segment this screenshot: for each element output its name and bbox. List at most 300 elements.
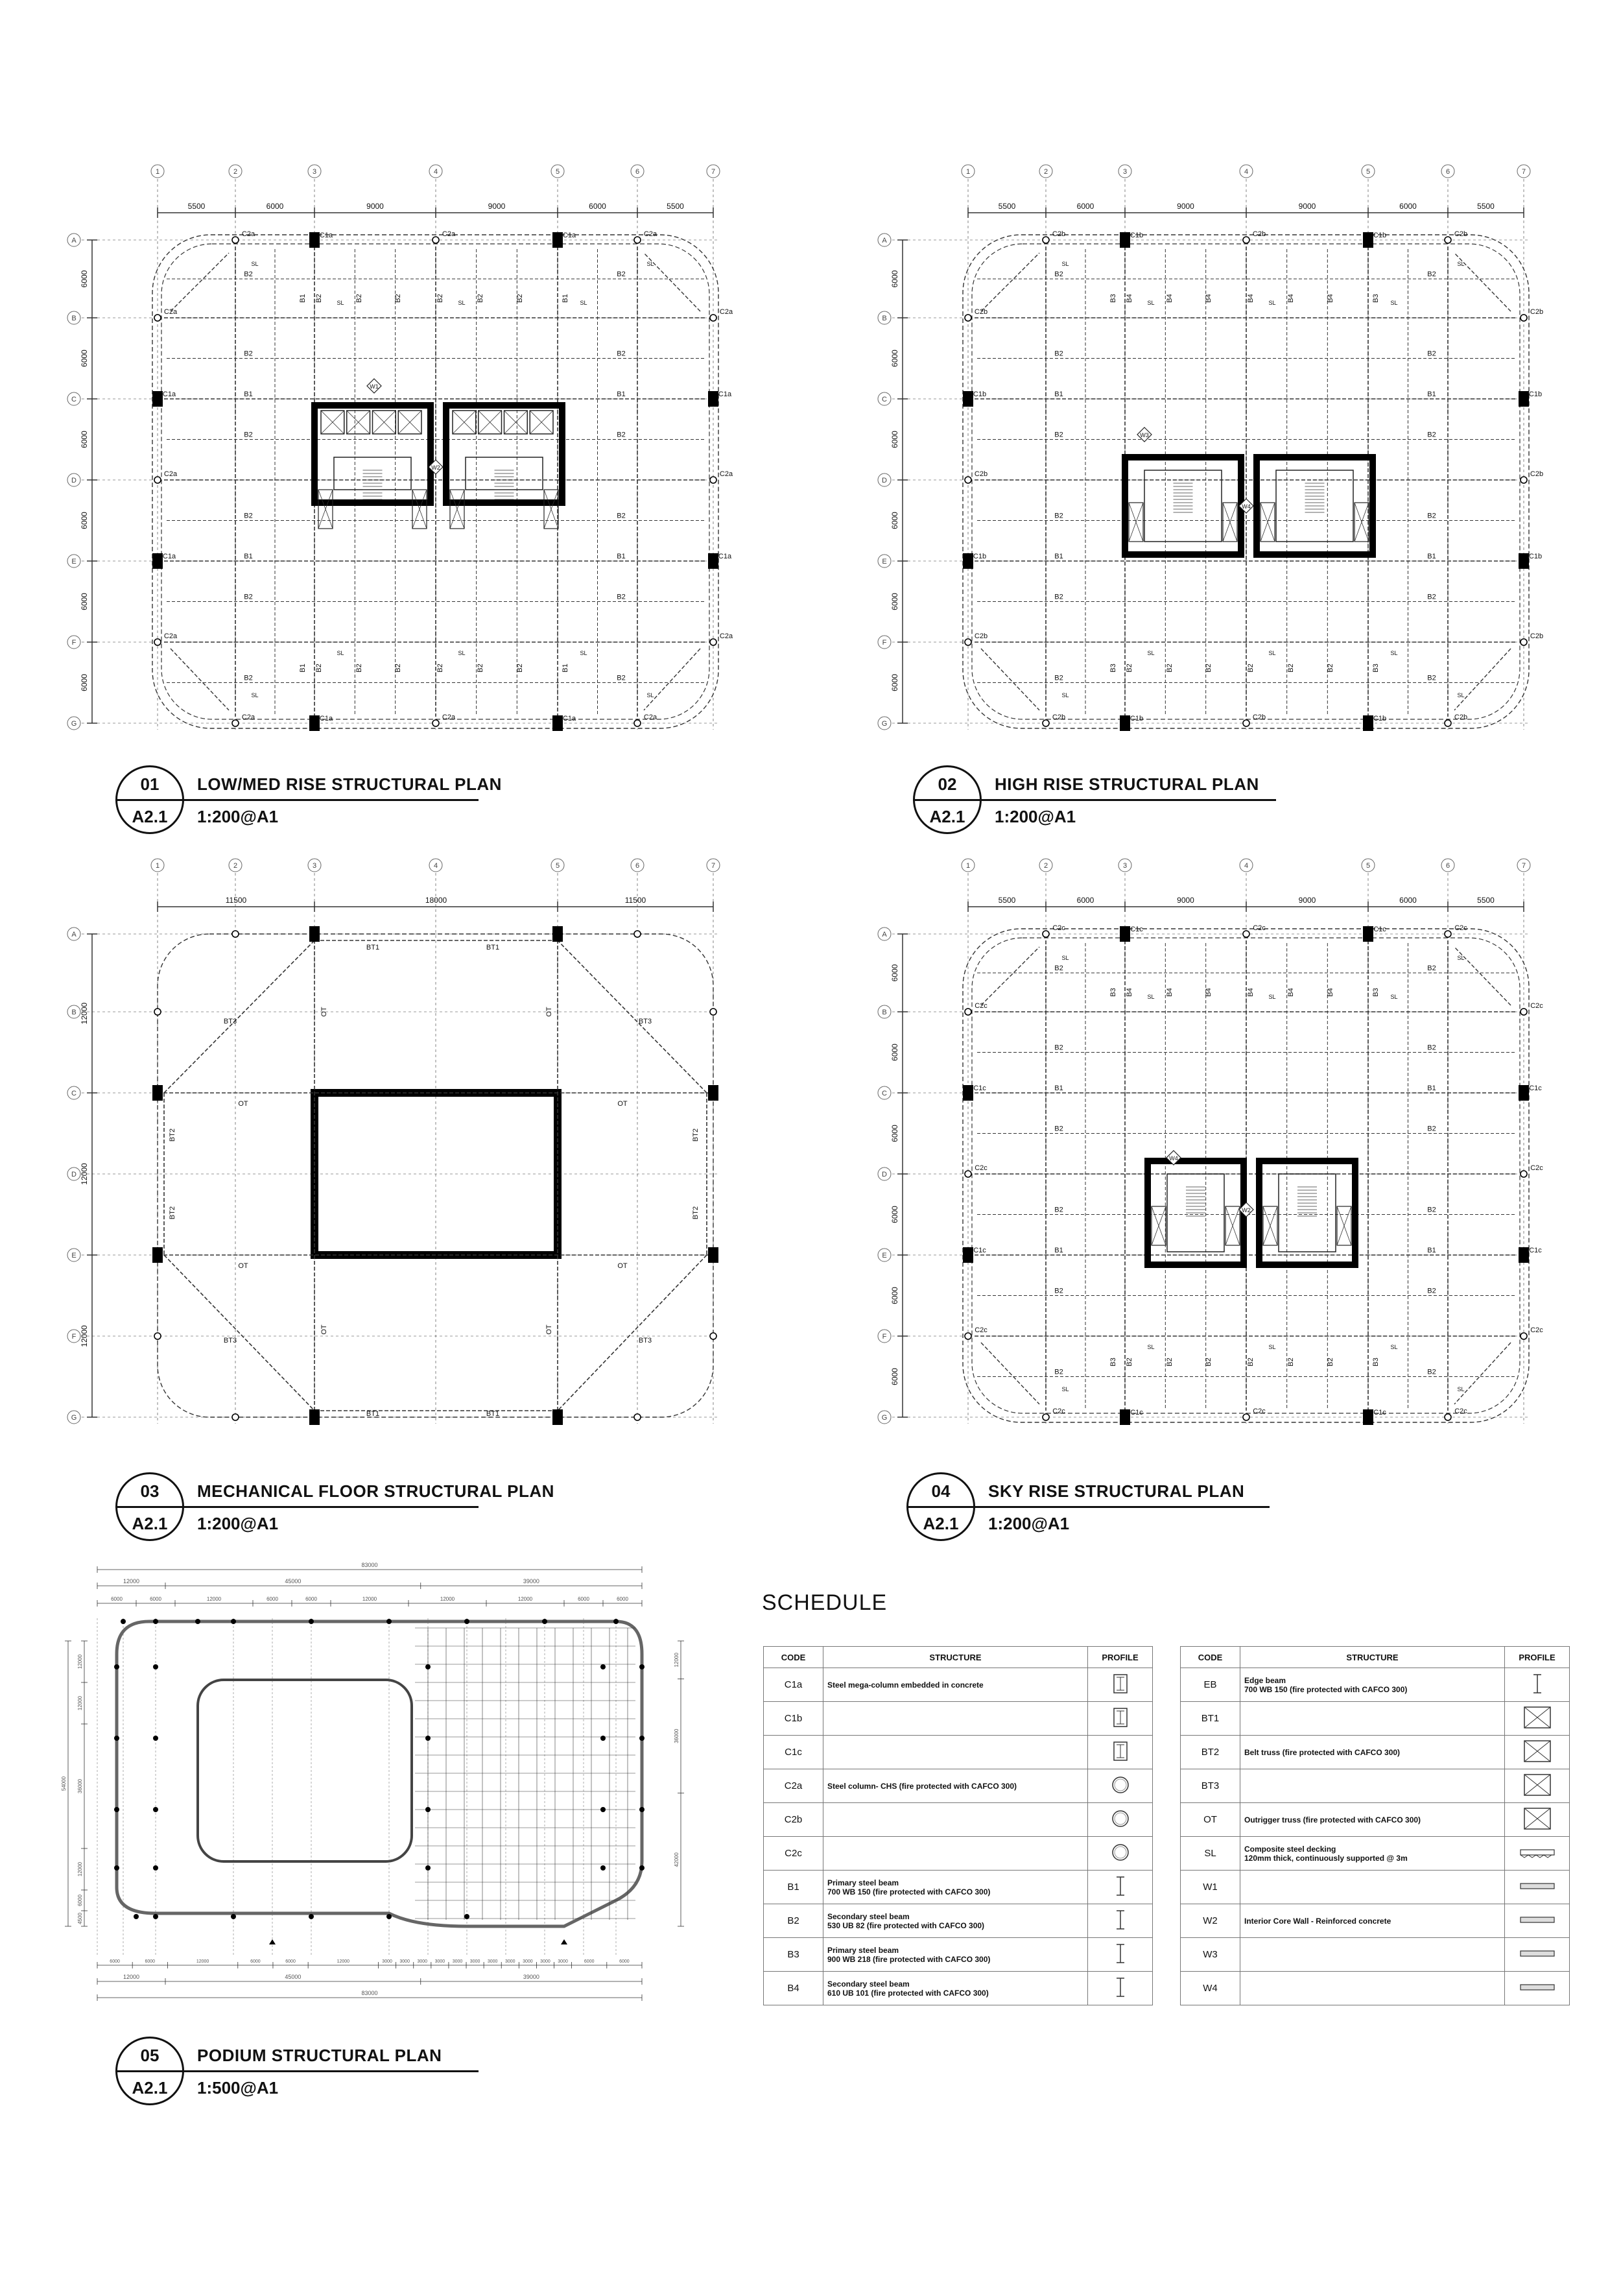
dimension-text: 6000	[890, 1125, 899, 1142]
dimension-text: 11500	[624, 896, 646, 905]
beam-label: B3	[1372, 1357, 1380, 1367]
schedule-code: C2a	[764, 1769, 823, 1803]
grid-bubble-label: 5	[1366, 168, 1371, 176]
beam-label: B2	[1427, 1368, 1436, 1376]
slab-label: SL	[1457, 692, 1465, 699]
belt-truss	[558, 1255, 707, 1411]
grid-bubble-label: D	[882, 1171, 887, 1178]
grid-bubble-label: B	[71, 315, 77, 322]
podium-column	[542, 1619, 547, 1624]
schedule-profile	[1505, 1837, 1570, 1871]
dimension-text: 6000	[1076, 896, 1094, 905]
truss-label: BT3	[223, 1018, 237, 1025]
grid-bubble-label: C	[71, 396, 77, 403]
beam-label: B3	[1372, 294, 1380, 303]
mega-column	[1363, 1409, 1373, 1425]
grid-bubble-label: C	[882, 1090, 887, 1097]
column-label: C1a	[718, 390, 732, 398]
schedule-row	[1181, 1702, 1570, 1736]
beam-label: B2	[1054, 1287, 1063, 1295]
beam-label: B2	[244, 593, 253, 601]
caption-number: 02	[938, 774, 957, 794]
beam-label: B2	[1427, 593, 1436, 601]
truss-label: BT3	[223, 1337, 237, 1345]
slab-label: SL	[1268, 994, 1276, 1000]
column-label: C2b	[974, 308, 988, 316]
column-label: C1a	[562, 232, 576, 239]
beam-label: B1	[1427, 1084, 1436, 1092]
beam-label: B4	[1126, 988, 1133, 997]
dimension-text: 6000	[266, 1596, 278, 1602]
beam-label: B3	[1372, 988, 1380, 997]
dimension-text: 3000	[523, 1959, 533, 1964]
beam-label: B2	[1054, 1125, 1063, 1133]
truss-label: BT3	[638, 1337, 652, 1345]
chs-column	[154, 315, 161, 321]
chs-column	[1445, 720, 1451, 726]
mega-column	[552, 232, 563, 248]
beam-label: B1	[617, 390, 626, 398]
chs-column	[1043, 237, 1049, 243]
column-label: C2a	[241, 230, 255, 238]
mega-column	[309, 232, 320, 248]
wall-marker-label: W1	[370, 383, 379, 390]
column-label: C2b	[1052, 713, 1066, 721]
grid-bubble-label: D	[882, 477, 887, 484]
plan-04-drawing	[869, 850, 1576, 1453]
chs-column	[154, 1333, 161, 1339]
mega-column	[708, 391, 718, 407]
schedule-profile	[1088, 1736, 1153, 1769]
podium-column	[464, 1619, 469, 1624]
grid-bubble-label: 7	[711, 168, 716, 176]
caption-plan-01	[115, 765, 502, 837]
dimension-text: 42000	[674, 1852, 680, 1867]
mega-column	[1363, 926, 1373, 942]
column-label: C2c	[975, 1164, 988, 1172]
dimension-text: 6000	[285, 1959, 296, 1964]
grid-bubble-label: G	[71, 1414, 77, 1422]
column-label: C2b	[1052, 230, 1066, 238]
schedule-profile	[1505, 1972, 1570, 2005]
dimension-text: 6000	[110, 1959, 120, 1964]
beam-label: B1	[299, 294, 307, 303]
chs-column	[1243, 931, 1249, 937]
podium-column	[639, 1807, 645, 1812]
sl-profile-icon	[1518, 1838, 1557, 1867]
caption-sheet: A2.1	[132, 2078, 168, 2098]
schedule-row	[764, 1668, 1153, 1702]
schedule-profile	[1088, 1702, 1153, 1736]
beam-label: B3	[1109, 1357, 1117, 1367]
schedule-code: BT3	[1181, 1769, 1240, 1803]
caption-number: 03	[140, 1481, 160, 1501]
schedule-row	[764, 1904, 1153, 1938]
slab-label: SL	[1147, 650, 1155, 656]
dimension-text: 6000	[584, 1959, 595, 1964]
beam-label: B2	[1205, 1357, 1213, 1367]
entry-arrow	[561, 1939, 567, 1944]
caption-title: SKY RISE STRUCTURAL PLAN	[988, 1481, 1245, 1501]
beam-label: B2	[1166, 1357, 1174, 1367]
dimension-text: 3000	[452, 1959, 463, 1964]
grid-bubble-label: E	[882, 558, 887, 566]
beam-label: B2	[315, 294, 323, 303]
slab-label: SL	[1061, 261, 1069, 267]
schedule-structure: Composite steel decking 120mm thick, continuously supported @ 3m	[1240, 1837, 1505, 1871]
beam-label: B2	[1054, 1206, 1063, 1214]
column-label: C2a	[643, 230, 657, 238]
chs-column	[965, 639, 971, 645]
column-label: C2b	[1252, 230, 1266, 238]
schedule-code: SL	[1181, 1837, 1240, 1871]
slab-label: SL	[580, 300, 587, 306]
column-label: C2c	[975, 1326, 988, 1334]
dimension-text: 83000	[361, 1990, 378, 1996]
beam-label: B2	[244, 350, 253, 358]
grid-bubble-label: 4	[433, 168, 438, 176]
dimension-text: 12000	[77, 1861, 83, 1877]
column-label: C1c	[973, 1084, 986, 1092]
beam-label: B2	[617, 350, 626, 358]
schedule-profile	[1505, 1871, 1570, 1904]
beam-label: B2	[1327, 1357, 1334, 1367]
podium-column	[153, 1807, 158, 1812]
beam-label: B2	[244, 674, 253, 682]
schedule-code: W3	[1181, 1938, 1240, 1972]
chs-column	[710, 1009, 716, 1015]
column-label: C1b	[973, 390, 987, 398]
corner-beam	[171, 253, 229, 311]
beam-label: B2	[617, 512, 626, 520]
grid-bubble-label: 3	[1122, 862, 1128, 870]
dimension-text: 6000	[589, 202, 606, 211]
beam-label: B2	[1205, 664, 1213, 673]
caption-title: MECHANICAL FLOOR STRUCTURAL PLAN	[197, 1481, 554, 1501]
plan-high-rise	[869, 156, 1576, 759]
schedule-structure	[1240, 1769, 1505, 1803]
grid-bubble-label: 7	[1521, 168, 1526, 176]
dimension-text: 5500	[998, 202, 1016, 211]
grid-bubble-label: 2	[1043, 862, 1048, 870]
truss-label: OT	[320, 1007, 328, 1017]
beam-label: B2	[617, 674, 626, 682]
dimension-text: 3000	[504, 1959, 515, 1964]
slab-label: SL	[1061, 955, 1069, 961]
podium-column	[600, 1807, 606, 1812]
schedule-structure	[1240, 1972, 1505, 2005]
dimension-text: 6000	[890, 1368, 899, 1385]
mega-column	[1120, 232, 1130, 248]
schedule-profile	[1088, 1769, 1153, 1803]
column-label: C2c	[975, 1002, 988, 1010]
column-label: C2c	[1052, 924, 1065, 932]
schedule-code: C1b	[764, 1702, 823, 1736]
chs-column	[1520, 315, 1527, 321]
beam-label: B1	[299, 664, 307, 673]
schedule-profile	[1505, 1803, 1570, 1837]
beam-label: B2	[1054, 350, 1063, 358]
schedule-profile	[1505, 1668, 1570, 1702]
podium-column	[114, 1807, 119, 1812]
dimension-text: 6000	[1076, 202, 1094, 211]
dimension-text: 3000	[558, 1959, 568, 1964]
slab-label: SL	[1390, 300, 1398, 306]
schedule-code: C1c	[764, 1736, 823, 1769]
dimension-text: 12000	[77, 1654, 83, 1669]
chs-column	[1520, 1171, 1527, 1177]
slab-label: SL	[646, 692, 654, 699]
slab-label: SL	[458, 300, 466, 306]
podium-column	[464, 1914, 469, 1919]
mega-column	[309, 715, 320, 731]
schedule-structure: Outrigger truss (fire protected with CAFCO 300)	[1240, 1803, 1505, 1837]
grid-bubble-label: E	[71, 558, 77, 566]
schedule-row	[1181, 1904, 1570, 1938]
chs-column	[965, 1171, 971, 1177]
podium-column	[153, 1914, 158, 1919]
dimension-text: 6000	[890, 512, 899, 529]
column-label: C1a	[718, 553, 732, 560]
grid-bubble-label: 5	[555, 168, 560, 176]
slab-label: SL	[1061, 692, 1069, 699]
podium-column	[114, 1664, 119, 1669]
truss-label: OT	[545, 1007, 553, 1017]
plan-01-drawing	[58, 156, 765, 759]
podium-column	[309, 1914, 314, 1919]
b1-profile-icon	[1101, 1872, 1140, 1900]
dimension-text: 9000	[1177, 202, 1194, 211]
schedule-code: C1a	[764, 1668, 823, 1702]
dimension-text: 6000	[890, 1287, 899, 1304]
beam-label: B2	[617, 431, 626, 439]
dimension-text: 18000	[425, 896, 447, 905]
chs-column	[1243, 237, 1249, 243]
dimension-text: 12000	[206, 1596, 222, 1602]
dimension-text: 6000	[80, 593, 89, 610]
schedule-profile	[1505, 1702, 1570, 1736]
dimension-text: 45000	[285, 1974, 302, 1980]
entry-arrow	[269, 1939, 276, 1944]
w4-profile-icon	[1518, 1973, 1557, 2002]
beam-label: B1	[1054, 553, 1063, 560]
schedule-row	[1181, 1972, 1570, 2005]
plan-mechanical-floor	[58, 850, 765, 1453]
dimension-text: 12000	[440, 1596, 455, 1602]
beam-label: B2	[1126, 1357, 1133, 1367]
corner-beam	[981, 947, 1039, 1005]
caption-scale: 1:200@A1	[988, 1514, 1070, 1533]
belt-truss	[164, 1255, 314, 1411]
mega-column	[1519, 1247, 1529, 1263]
caption-number: 01	[140, 774, 160, 794]
chs-column	[1243, 720, 1249, 726]
schedule-structure	[823, 1702, 1088, 1736]
wall-marker-label: W4	[1242, 503, 1251, 510]
dimension-text: 3000	[417, 1959, 428, 1964]
c2b-profile-icon	[1101, 1804, 1140, 1833]
schedule-code: B3	[764, 1938, 823, 1972]
truss-label: BT1	[366, 944, 380, 951]
column-label: C1b	[973, 553, 987, 560]
slab-label: SL	[1457, 261, 1465, 267]
bt2-profile-icon	[1518, 1737, 1557, 1765]
mega-column	[1120, 715, 1130, 731]
column-label: C2c	[1454, 1407, 1467, 1415]
beam-label: B2	[477, 664, 484, 673]
schedule-structure: Primary steel beam 900 WB 218 (fire protected with CAFCO 300)	[823, 1938, 1088, 1972]
grid-bubble-label: E	[882, 1252, 887, 1260]
caption-plan-05	[115, 2037, 479, 2108]
grid-bubble-label: 6	[1445, 168, 1450, 176]
column-label: C2c	[1052, 1407, 1065, 1415]
column-label: C1c	[1373, 926, 1386, 933]
schedule-code: OT	[1181, 1803, 1240, 1837]
corner-beam	[171, 649, 229, 710]
dimension-text: 6000	[111, 1596, 123, 1602]
c2c-profile-icon	[1101, 1838, 1140, 1867]
grid-bubble-label: 5	[555, 862, 560, 870]
podium-column	[121, 1619, 126, 1624]
dimension-text: 6000	[619, 1959, 630, 1964]
mega-column	[1519, 1085, 1529, 1101]
schedule-structure	[823, 1803, 1088, 1837]
dimension-text: 12000	[674, 1653, 680, 1668]
column-label: C1b	[1373, 232, 1387, 239]
dimension-text: 12000	[196, 1959, 209, 1964]
beam-label: B2	[1054, 512, 1063, 520]
grid-bubble-label: 1	[155, 862, 160, 870]
schedule-row	[764, 1736, 1153, 1769]
truss-label: OT	[238, 1262, 248, 1270]
grid-bubble-label: 2	[233, 862, 238, 870]
truss-label: OT	[238, 1100, 248, 1108]
grid-bubble-label: 3	[312, 168, 317, 176]
schedule-structure	[1240, 1871, 1505, 1904]
beam-label: B2	[1054, 674, 1063, 682]
schedule-code: BT2	[1181, 1736, 1240, 1769]
beam-label: B2	[1054, 1368, 1063, 1376]
podium-column	[309, 1619, 314, 1624]
wall-marker-label: W2	[1242, 1207, 1251, 1214]
podium-column	[153, 1664, 158, 1669]
beam-label: B1	[1427, 1247, 1436, 1254]
column-label: C2c	[1530, 1002, 1543, 1010]
podium-column	[134, 1914, 139, 1919]
caption-scale: 1:200@A1	[995, 807, 1076, 826]
beam-label: B4	[1327, 294, 1334, 303]
chs-column	[1043, 1414, 1049, 1420]
grid-bubble-label: A	[882, 237, 887, 245]
beam-label: B4	[1126, 294, 1133, 303]
mega-column	[1519, 553, 1529, 569]
beam-label: B2	[1427, 964, 1436, 972]
schedule-row	[764, 1769, 1153, 1803]
column-label: C1a	[162, 390, 176, 398]
grid-bubble-label: 6	[635, 168, 640, 176]
caption-sheet: A2.1	[929, 807, 965, 826]
chs-column	[154, 1009, 161, 1015]
dimension-text: 6000	[145, 1959, 156, 1964]
schedule-row	[764, 1803, 1153, 1837]
schedule-table-left	[763, 1646, 1153, 2005]
beam-label: B2	[244, 270, 253, 278]
schedule-code: BT1	[1181, 1702, 1240, 1736]
c1b-profile-icon	[1101, 1703, 1140, 1732]
beam-label: B2	[436, 294, 444, 303]
column-label: C2a	[719, 632, 733, 640]
beam-label: B1	[1427, 390, 1436, 398]
grid-bubble-label: 2	[1043, 168, 1048, 176]
beam-label: B2	[1287, 1357, 1295, 1367]
bt1-profile-icon	[1518, 1703, 1557, 1732]
column-label: C2a	[643, 713, 657, 721]
beam-label: B2	[1287, 664, 1295, 673]
slab-label: SL	[1390, 1344, 1398, 1350]
dimension-text: 5500	[667, 202, 684, 211]
column-label: C2c	[1253, 1407, 1266, 1415]
podium-column	[386, 1914, 392, 1919]
beam-label: B2	[436, 664, 444, 673]
dimension-text: 12000	[123, 1974, 140, 1980]
bt3-profile-icon	[1518, 1771, 1557, 1799]
dimension-text: 9000	[366, 202, 384, 211]
mega-column	[708, 553, 718, 569]
truss-label: OT	[545, 1324, 553, 1335]
schedule-code: B4	[764, 1972, 823, 2005]
slab-label: SL	[1457, 1386, 1465, 1393]
dimension-text: 6000	[266, 202, 284, 211]
chs-column	[965, 315, 971, 321]
beam-label: B1	[1054, 1247, 1063, 1254]
beam-label: B2	[1166, 664, 1174, 673]
grid-bubble-label: 4	[1244, 168, 1249, 176]
b3-profile-icon	[1101, 1939, 1140, 1968]
dimension-text: 6000	[890, 674, 899, 691]
slab-label: SL	[337, 650, 344, 656]
schedule-code: C2b	[764, 1803, 823, 1837]
truss-label: BT3	[638, 1018, 652, 1025]
dimension-text: 6000	[578, 1596, 589, 1602]
chs-column	[710, 477, 716, 483]
schedule-row	[1181, 1668, 1570, 1702]
grid-bubble-label: E	[71, 1252, 77, 1260]
col-header-code: CODE	[1181, 1647, 1240, 1668]
dimension-text: 36000	[674, 1728, 680, 1743]
column-label: C2b	[1454, 713, 1468, 721]
slab-label: SL	[646, 261, 654, 267]
beam-label: B2	[1427, 1125, 1436, 1133]
mega-column	[1120, 926, 1130, 942]
dimension-text: 12000	[80, 1002, 89, 1025]
beam-label: B2	[1427, 512, 1436, 520]
dimension-text: 3000	[469, 1959, 480, 1964]
column-label: C1b	[1130, 715, 1144, 723]
beam-label: B2	[394, 294, 402, 303]
dimension-text: 6000	[80, 270, 89, 288]
beam-label: B2	[355, 294, 363, 303]
slab-label: SL	[458, 650, 466, 656]
column-label: C1c	[1130, 926, 1143, 933]
beam-label: B2	[1427, 431, 1436, 439]
grid-bubble-label: D	[71, 1171, 77, 1178]
dimension-text: 6000	[617, 1596, 628, 1602]
schedule-profile	[1088, 1904, 1153, 1938]
chs-column	[154, 477, 161, 483]
column-label: C2a	[442, 713, 456, 721]
w2-profile-icon	[1518, 1906, 1557, 1934]
column-label: C2c	[1253, 924, 1266, 932]
